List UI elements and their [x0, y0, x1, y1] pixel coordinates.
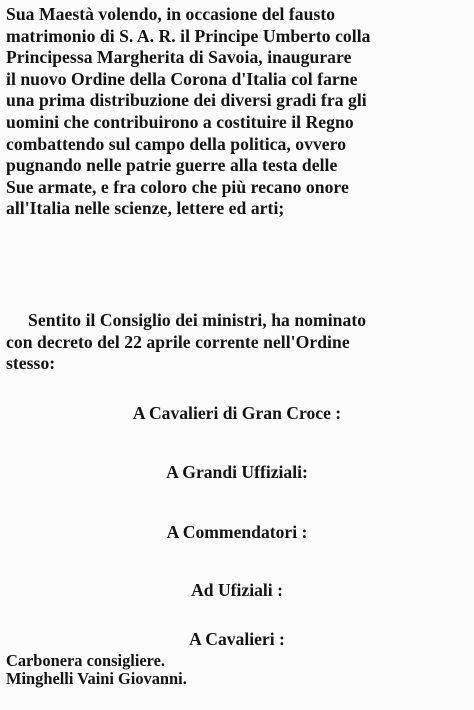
text-line: combattendo sul campo della politica, ovvero: [6, 133, 347, 154]
text-line: con decreto del 22 aprile corrente nell'Ordine: [6, 331, 350, 352]
heading-gran-croce: A Cavalieri di Gran Croce :: [132, 403, 342, 423]
heading-commendatori: A Commendatori :: [166, 522, 308, 542]
heading-ufiziali: Ad Ufiziali :: [191, 580, 283, 600]
text-line: matrimonio di S. A. R. il Principe Umberto colla: [6, 25, 371, 46]
heading-grandi-uffiziali: A Grandi Uffiziali:: [166, 462, 308, 482]
text-line: una prima distribuzione dei diversi gradi fra gli: [6, 90, 367, 111]
text-line: Sentito il Consiglio dei ministri, ha nominato: [28, 310, 367, 330]
text-line: all'Italia nelle scienze, lettere ed arti;: [6, 198, 285, 219]
text-line: Sue armate, e fra coloro che più recano onore: [6, 176, 349, 197]
text-line: Sua Maestà volendo, in occasione del fausto: [6, 4, 336, 24]
text-line: il nuovo Ordine della Corona d'Italia col farne: [6, 68, 358, 89]
text-line: Principessa Margherita di Savoia, inaugurare: [6, 47, 352, 68]
heading-cavalieri: A Cavalieri :: [189, 629, 285, 649]
list-item: Carbonera consigliere.: [6, 652, 166, 670]
text-line: pugnando nelle patrie guerre alla testa delle: [6, 155, 338, 176]
text-line: uomini che contribuirono a costituire il Regno: [6, 111, 354, 132]
decree-nomination-paragraph: [6, 310, 466, 375]
decree-preamble-paragraph: [6, 4, 466, 220]
cropped-text-fragment: [6, 700, 126, 710]
cavalieri-name-list: [6, 652, 466, 689]
text-line: stesso:: [6, 353, 56, 374]
list-item: Minghelli Vaini Giovanni.: [6, 670, 187, 689]
